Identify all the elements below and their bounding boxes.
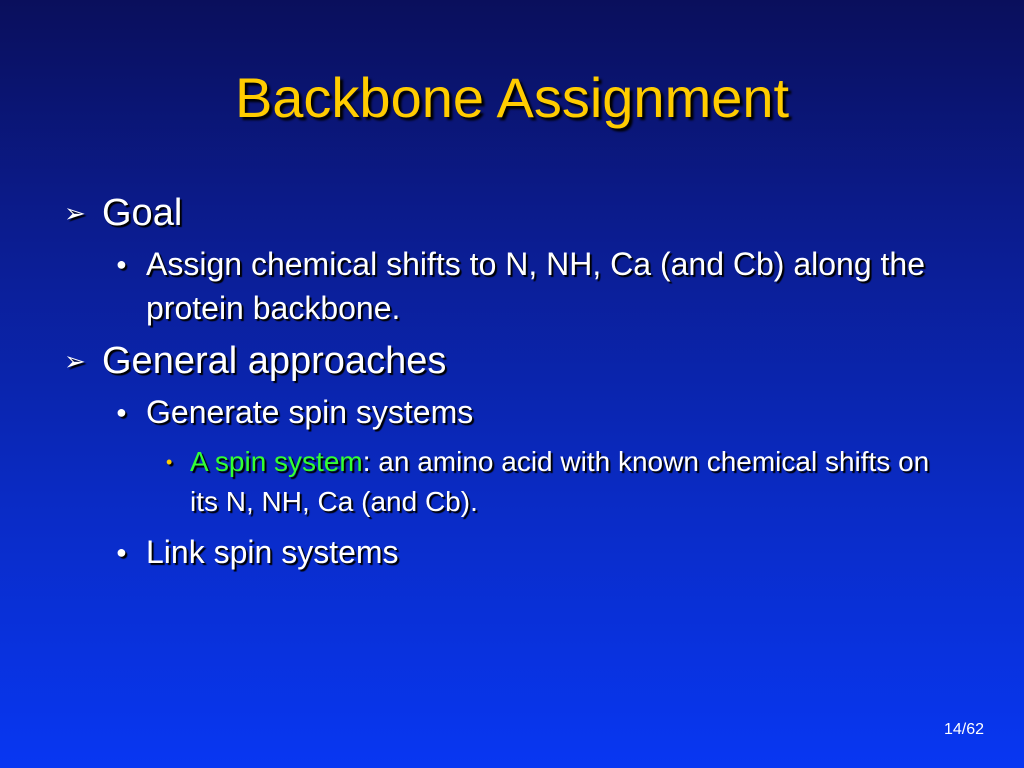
highlighted-term: A spin system [190,446,363,477]
bullet-goal-detail [64,242,964,330]
arrow-bullet-icon: ➢ [64,198,86,228]
slide-title: Backbone Assignment [234,66,790,129]
slide-content [64,190,964,582]
page-number: 14/62 [943,721,984,738]
bullet-link-spin-systems [64,530,964,574]
bullet-text: Link spin systems [146,534,399,570]
bullet-goal [64,190,964,236]
bullet-text: General approaches [102,340,447,382]
bullet-text: Generate spin systems [146,394,474,430]
bullet-general-approaches [64,338,964,384]
arrow-bullet-icon: ➢ [64,346,86,376]
dot-bullet-icon: ● [116,542,127,562]
small-dot-bullet-icon: • [166,452,173,472]
bullet-text: : an amino acid with known chemical shifts on its N, NH, Ca (and Cb). [190,446,930,517]
bullet-spin-system-definition [64,442,964,522]
dot-bullet-icon: ● [116,254,127,274]
bullet-generate-spin-systems [64,390,964,434]
bullet-text: Goal [102,192,183,234]
dot-bullet-icon: ● [116,402,127,422]
bullet-text: Assign chemical shifts to N, NH, Ca (and Cb) along the protein backbone. [146,246,925,326]
